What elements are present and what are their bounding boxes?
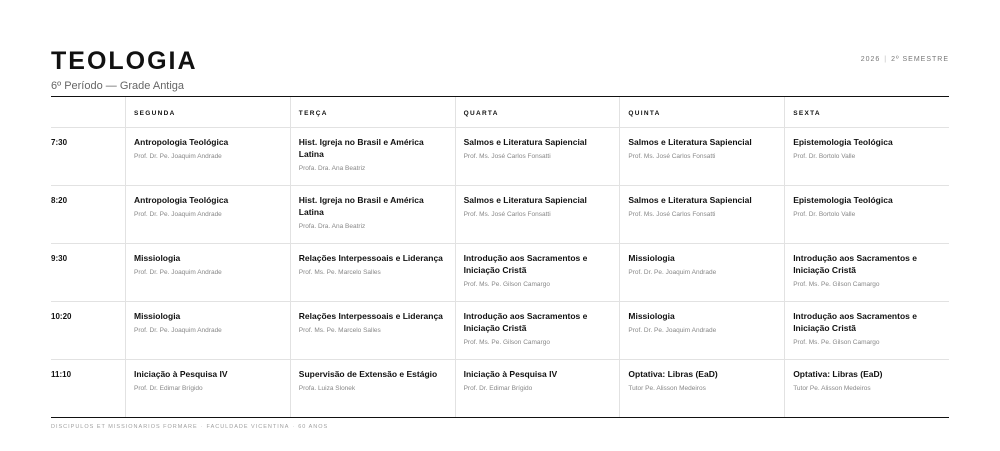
course-name: Hist. Igreja no Brasil e América Latina [298,195,424,217]
time-slot: 10:20 [51,312,72,321]
professor-name: Prof. Dr. Pe. Joaquim Andrade [134,327,222,334]
day-header: QUINTA [619,97,784,127]
professor-name: Profa. Dra. Ana Beatriz [298,223,366,230]
professor-name: Prof. Ms. José Carlos Fonsatti [628,211,716,218]
professor-name: Prof. Dr. Pe. Joaquim Andrade [134,211,222,218]
term-semester: 2º SEMESTRE [891,56,949,63]
class-cell [455,244,620,301]
term-label [861,55,949,65]
professor-name: Prof. Dr. Pe. Joaquim Andrade [628,327,717,334]
footer-separator: · [292,424,296,430]
class-cell [290,128,455,185]
table-row [51,186,949,244]
table-header-row [51,97,949,128]
professor-name: Prof. Dr. Pe. Joaquim Andrade [134,153,222,160]
footer-separator: · [200,424,204,430]
day-header: SEXTA [784,97,949,127]
course-name: Missiologia [134,253,181,263]
class-cell [290,244,455,301]
page-subtitle: 6º Período — Grade Antiga [51,80,185,92]
professor-name: Prof. Ms. Pe. Gilson Camargo [463,281,550,288]
class-cell [784,302,949,359]
class-cell [784,186,949,243]
professor-name: Prof. Ms. Pe. Marcelo Salles [298,269,381,276]
class-cell [455,186,620,243]
class-cell [125,186,290,243]
course-name: Iniciação à Pesquisa IV [463,369,558,379]
class-cell [290,360,455,417]
class-cell [455,302,620,359]
professor-name: Tutor Pe. Alisson Medeiros [793,385,871,392]
footer-motto: DISCIPULOS ET MISSIONARIOS FORMARE [51,424,198,430]
class-cell [619,360,784,417]
professor-name: Prof. Ms. José Carlos Fonsatti [628,153,716,160]
class-cell [125,302,290,359]
course-name: Relações Interpessoais e Liderança [298,253,443,263]
time-slot: 8:20 [51,196,68,205]
table-row [51,244,949,302]
professor-name: Profa. Luiza Slonek [298,385,356,392]
class-cell [619,186,784,243]
course-name: Salmos e Literatura Sapiencial [628,195,752,205]
course-name: Introdução aos Sacramentos e Iniciação Cristã [793,311,917,333]
class-cell [619,244,784,301]
footer-anniversary: 60 ANOS [298,424,329,430]
professor-name: Tutor Pe. Alisson Medeiros [628,385,706,392]
class-cell [619,302,784,359]
class-cell [455,128,620,185]
course-name: Introdução aos Sacramentos e Iniciação Cristã [793,253,917,275]
class-cell [125,244,290,301]
course-name: Salmos e Literatura Sapiencial [463,137,587,147]
professor-name: Prof. Dr. Edimar Brígido [463,385,533,392]
class-cell [784,360,949,417]
term-separator: | [884,56,888,63]
course-name: Hist. Igreja no Brasil e América Latina [298,137,424,159]
class-cell [125,360,290,417]
footer-institution: FACULDADE VICENTINA [206,424,290,430]
professor-name: Prof. Ms. Pe. Gilson Camargo [793,281,880,288]
professor-name: Prof. Dr. Edimar Brígido [134,385,203,392]
time-slot: 11:10 [51,370,72,379]
professor-name: Prof. Ms. Pe. Marcelo Salles [298,327,381,334]
professor-name: Prof. Ms. José Carlos Fonsatti [463,211,551,218]
course-name: Antropologia Teológica [134,137,229,147]
day-header: TERÇA [290,97,455,127]
course-name: Missiologia [134,311,181,321]
table-row [51,128,949,186]
course-name: Optativa: Libras (EaD) [628,369,718,379]
professor-name: Prof. Dr. Pe. Joaquim Andrade [628,269,717,276]
course-name: Supervisão de Extensão e Estágio [298,369,438,379]
course-name: Antropologia Teológica [134,195,229,205]
day-header: SEGUNDA [125,97,290,127]
professor-name: Prof. Ms. José Carlos Fonsatti [463,153,551,160]
course-name: Salmos e Literatura Sapiencial [463,195,587,205]
professor-name: Prof. Dr. Bortolo Valle [793,211,856,218]
professor-name: Profa. Dra. Ana Beatriz [298,165,366,172]
day-header: QUARTA [455,97,620,127]
course-name: Salmos e Literatura Sapiencial [628,137,752,147]
schedule-table [51,96,949,418]
class-cell [784,244,949,301]
class-cell [784,128,949,185]
table-row [51,302,949,360]
time-slot: 9:30 [51,254,68,263]
course-name: Optativa: Libras (EaD) [793,369,883,379]
class-cell [290,302,455,359]
professor-name: Prof. Dr. Bortolo Valle [793,153,856,160]
course-name: Relações Interpessoais e Liderança [298,311,443,321]
course-name: Missiologia [628,253,675,263]
time-column-header [51,97,125,127]
course-name: Introdução aos Sacramentos e Iniciação Cristã [463,311,588,333]
course-name: Introdução aos Sacramentos e Iniciação Cristã [463,253,588,275]
course-name: Missiologia [628,311,675,321]
class-cell [125,128,290,185]
course-name: Epistemologia Teológica [793,195,893,205]
footer [51,424,328,430]
course-name: Epistemologia Teológica [793,137,893,147]
professor-name: Prof. Ms. Pe. Gilson Camargo [793,339,880,346]
page-title: TEOLOGIA [51,47,198,75]
term-year: 2026 [860,56,881,63]
course-name: Iniciação à Pesquisa IV [134,369,228,379]
class-cell [455,360,620,417]
time-slot: 7:30 [51,138,68,147]
class-cell [290,186,455,243]
professor-name: Prof. Dr. Pe. Joaquim Andrade [134,269,222,276]
class-cell [619,128,784,185]
table-row [51,360,949,417]
professor-name: Prof. Ms. Pe. Gilson Camargo [463,339,550,346]
